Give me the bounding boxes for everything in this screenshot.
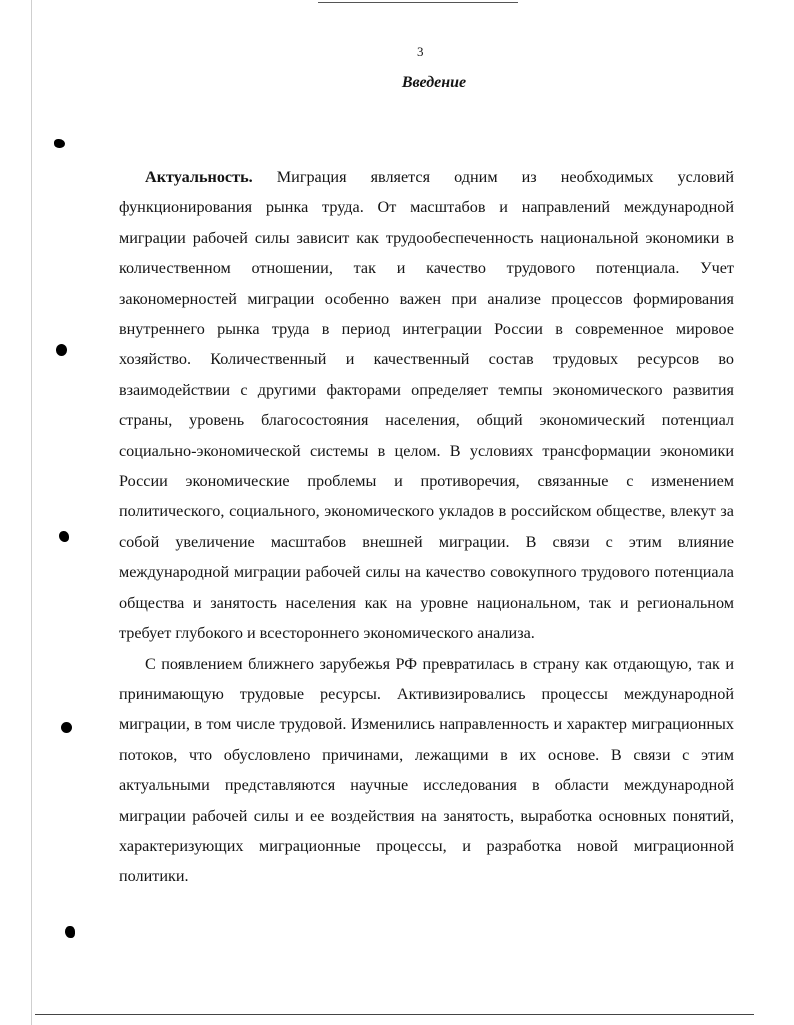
paragraph-relevance	[119, 162, 734, 649]
punch-hole-mark	[65, 926, 75, 938]
punch-hole-mark	[56, 344, 67, 356]
paragraph-near-abroad: С появлением ближнего зарубежья РФ превратилась в страну как отдающую, так и принимающую трудовые ресурсы. Активизировались процессы международной миграции, в том числе трудовой. Изменились направленность и характер миграционных потоков, что обусловлено причинами, лежащими в их основе. В связи с этим актуальными представляются научные исследования в области международной миграции рабочей силы и ее воздействия на занятость, выработка основных понятий, характеризующих миграционные процессы, и разработка новой миграционной политики.	[119, 654, 734, 886]
punch-hole-mark	[54, 139, 65, 148]
scan-bottom-line	[35, 1014, 754, 1015]
punch-hole-mark	[59, 531, 69, 542]
section-heading: Введение	[401, 74, 467, 91]
page-number: 3	[417, 44, 424, 59]
paragraph-lead-term: Актуальность.	[145, 168, 253, 186]
paragraph-relevance-text: Миграция является одним из необходимых условий функционирования рынка труда. От масштабов и направлений международной миграции рабочей силы зависит как трудообеспеченность национальной экономики в количественном отношении, так и качество трудового потенциала. Учет закономерностей миграции особенно важен при анализе процессов формирования внутреннего рынка труда в период интеграции России в современное мировое хозяйство. Количественный и качественный состав трудовых ресурсов во взаимодействии с другими факторами определяет темпы экономического развития страны, уровень благосостояния населения, общий экономический потенциал социально-экономической системы в целом. В условиях трансформации экономики России экономические проблемы и противоречия, связанные с изменением политического, социального, экономического укладов в российском обществе, влекут за собой увеличение масштабов внешней миграции. В связи с этим влияние международной миграции рабочей силы на качество совокупного трудового потенциала общества и занятость населения как на уровне национальном, так и региональном требует глубокого и всестороннего экономического анализа.	[119, 168, 735, 643]
punch-hole-mark	[61, 722, 72, 733]
scan-top-line	[318, 2, 518, 3]
scan-left-edge	[31, 0, 32, 1025]
body-text	[119, 162, 734, 892]
